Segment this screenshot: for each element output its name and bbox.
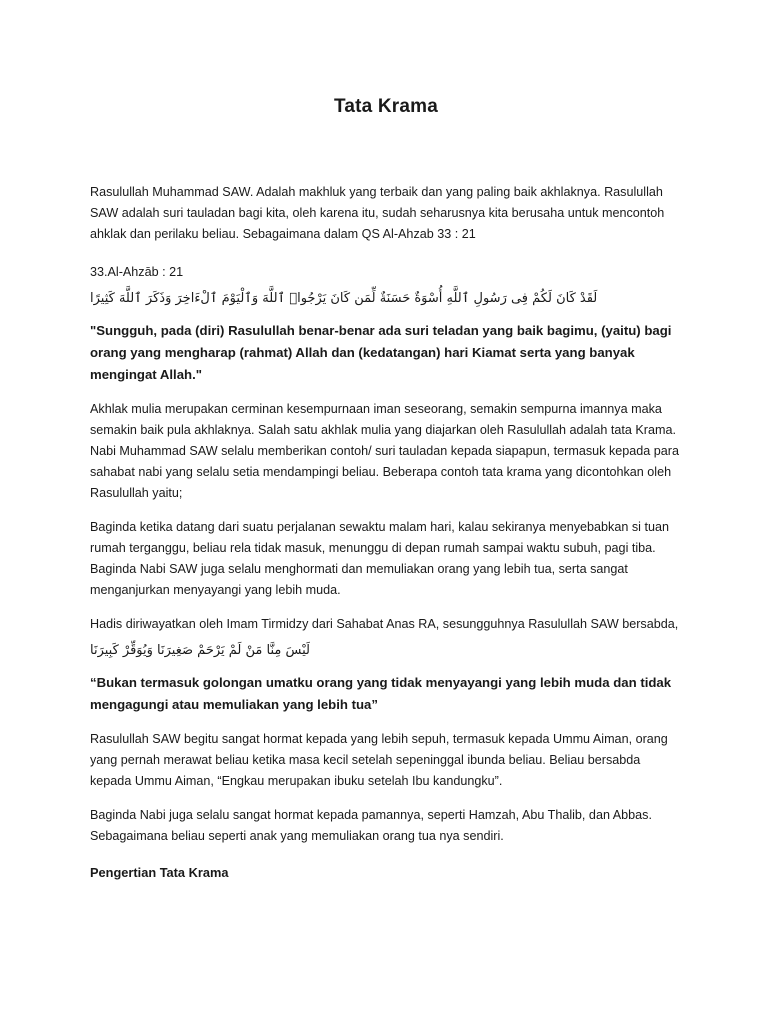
hadith-translation: “Bukan termasuk golongan umatku orang yang tidak menyayangi yang lebih muda dan tidak mengagungi atau memuliakan yang lebih tua” [90, 675, 672, 712]
paragraph-baginda: Baginda ketika datang dari suatu perjalanan sewaktu malam hari, kalau sekiranya menyebabkan si tuan rumah terganggu, beliau rela tidak masuk, menunggu di depan rumah sampai waktu subuh, pagi tiba. Baginda Nabi SAW juga selalu menghormati dan memuliakan orang yang lebih tua, serta sangat menganjurkan menyayangi yang lebih muda. [90, 520, 669, 597]
arabic-hadith-line [90, 641, 682, 659]
paragraph-akhlak: Akhlak mulia merupakan cerminan kesempurnaan iman seseorang, semakin sempurna imannya maka semakin baik pula akhlaknya. Salah satu akhlak mulia yang diajarkan oleh Rasulullah adalah tata Krama. Nabi Muhammad SAW selalu memberikan contoh/ suri tauladan kepada siapapun, termasuk kepada para sahabat nabi yang selalu setia mendampingi beliau. Beberapa contoh tata krama yang dicontohkan oleh Rasulullah yaitu; [90, 402, 679, 500]
surah-reference: 33.Al-Ahzāb : 21 [90, 265, 184, 279]
section-heading: Pengertian Tata Krama [90, 865, 229, 880]
paragraph-paman: Baginda Nabi juga selalu sangat hormat kepada pamannya, seperti Hamzah, Abu Thalib, dan Abbas. Sebagaimana beliau seperti anak yang memuliakan orang tua nya sendiri. [90, 808, 652, 843]
paragraph-ummu-aiman: Rasulullah SAW begitu sangat hormat kepada yang lebih sepuh, termasuk kepada Ummu Aiman, orang yang pernah merawat beliau ketika masa kecil setelah sepeninggal ibunda beliau. Beliau bersabda kepada Ummu Aiman, “Engkau merupakan ibuku setelah Ibu kandungku”. [90, 732, 668, 788]
hadith-intro: Hadis diriwayatkan oleh Imam Tirmidzy dari Sahabat Anas RA, sesungguhnya Rasulullah SAW bersabda, [90, 617, 679, 631]
arabic-verse-line [90, 289, 682, 307]
arabic-hadith: لَيْسَ مِنَّا مَنْ لَمْ يَرْحَمْ صَغِيرَنَا وَيُوَقِّرْ كَبِيرَنَا [90, 643, 310, 658]
intro-paragraph: Rasulullah Muhammad SAW. Adalah makhluk yang terbaik dan yang paling baik akhlaknya. Rasulullah SAW adalah suri tauladan bagi kita, oleh karena itu, sudah seharusnya kita berusaha untuk mencontoh ahklak dan perilaku beliau. Sebagaimana dalam QS Al-Ahzab 33 : 21 [90, 185, 665, 241]
document-title: Tata Krama [333, 96, 439, 117]
arabic-verse: لَقَدْ كَانَ لَكُمْ فِى رَسُولِ ٱللَّهِ أُسْوَةٌ حَسَنَةٌ لِّمَن كَانَ يَرْجُوا۟ ٱللَّهَ وَٱلْيَوْمَ ٱلْءَاخِرَ وَذَكَرَ ٱللَّهَ كَثِيرًا [90, 291, 598, 306]
verse-translation: "Sungguh, pada (diri) Rasulullah benar-benar ada suri teladan yang baik bagimu, (yaitu) bagi orang yang mengharap (rahmat) Allah dan (kedatangan) hari Kiamat serta yang banyak mengingat Allah." [90, 323, 672, 382]
